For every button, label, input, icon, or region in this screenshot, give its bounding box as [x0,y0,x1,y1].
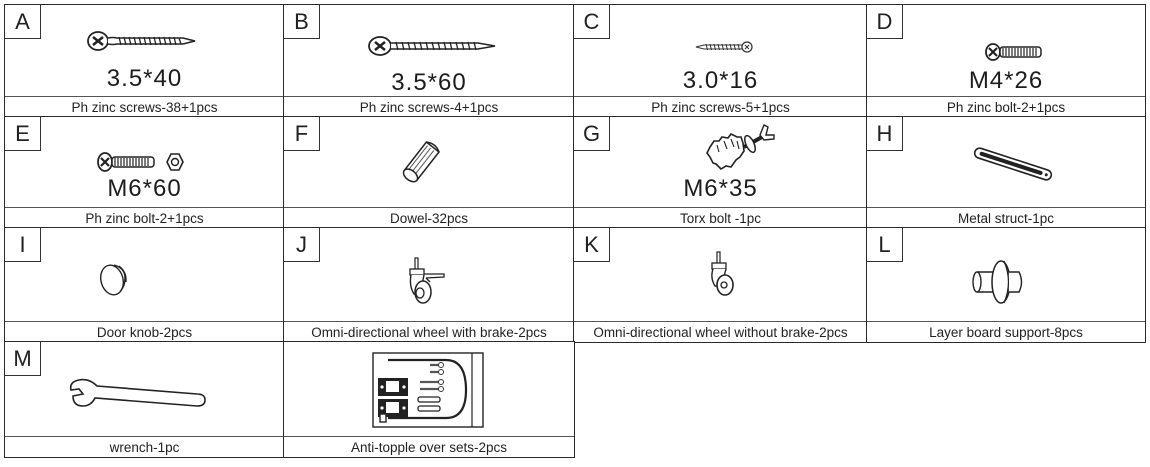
part-letter: H [867,117,903,151]
part-letter: A [5,5,41,39]
part-description: Torx bolt -1pc [574,207,867,228]
part-letter: K [574,228,610,262]
part-cell-b [283,4,575,118]
part-size: M6*35 [683,175,758,202]
part-letter: J [284,228,320,262]
part-size: 3.0*16 [682,67,759,94]
part-cell-l [866,227,1146,343]
part-description: Door knob-2pcs [5,321,284,342]
part-letter: B [284,5,320,39]
part-cell-anti-topple [283,341,575,458]
part-description: Ph zinc screws-5+1pcs [574,96,867,117]
part-cell-e [4,116,285,229]
part-description: Ph zinc bolt-2+1pcs [867,96,1145,117]
part-letter: D [867,5,903,39]
part-letter: F [284,117,320,151]
part-cell-a [4,4,285,118]
part-letter: I [5,228,41,262]
part-letter: C [574,5,610,39]
part-size: M4*26 [968,67,1044,94]
part-letter: E [5,117,41,151]
part-cell-g [573,116,868,229]
part-description: Ph zinc screws-4+1pcs [284,96,574,117]
part-cell-i [4,227,285,343]
part-description: wrench-1pc [5,436,284,457]
part-cell-c [573,4,868,118]
part-description: Anti-topple over sets-2pcs [284,436,574,457]
part-description: Ph zinc bolt-2+1pcs [5,207,284,228]
part-letter: M [5,342,41,376]
part-size: M6*60 [107,175,182,202]
part-size: 3.5*60 [391,69,467,96]
part-letter: G [574,117,610,151]
part-cell-m [4,341,285,458]
part-description: Layer board support-8pcs [867,321,1145,342]
part-cell-f [283,116,575,229]
part-description: Dowel-32pcs [284,207,574,228]
part-description: Metal struct-1pc [867,207,1145,228]
part-size: 3.5*40 [106,65,183,92]
part-cell-d [866,4,1146,118]
part-description: Omni-directional wheel without brake-2pcs [574,321,867,342]
part-description: Omni-directional wheel with brake-2pcs [284,321,574,342]
part-cell-h [866,116,1146,229]
part-letter: L [867,228,903,262]
part-cell-k [573,227,868,343]
part-description: Ph zinc screws-38+1pcs [5,96,284,117]
part-cell-j [283,227,575,343]
